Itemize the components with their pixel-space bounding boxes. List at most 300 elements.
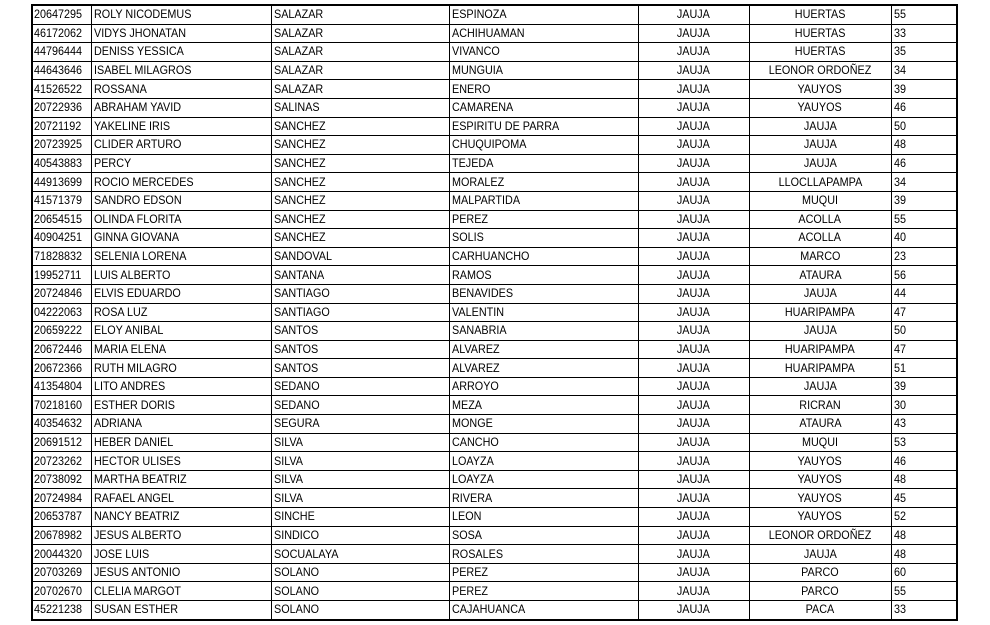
given-names-cell xyxy=(91,98,271,117)
dni-cell xyxy=(32,98,91,117)
cell-text: 40354632 xyxy=(34,416,83,431)
cell-text: 20738092 xyxy=(34,472,83,487)
given-names-cell xyxy=(91,24,271,43)
district-cell xyxy=(749,247,891,266)
cell-text: LUIS ALBERTO xyxy=(93,267,170,282)
cell-text: CHUQUIPOMA xyxy=(451,137,526,152)
paternal-surname-cell xyxy=(271,210,449,229)
cell-text: 46 xyxy=(893,453,906,468)
table-row xyxy=(32,415,957,434)
cell-text: SANTANA xyxy=(273,267,324,282)
maternal-surname-cell xyxy=(449,508,638,527)
cell-text: SALAZAR xyxy=(273,81,323,96)
cell-text: PARCO xyxy=(801,565,839,580)
given-names-cell xyxy=(91,303,271,322)
maternal-surname-cell xyxy=(449,43,638,62)
cell-text: 51 xyxy=(893,360,906,375)
cell-text: LITO ANDRES xyxy=(93,379,165,394)
province-cell xyxy=(638,303,749,322)
cell-text: VIDYS JHONATAN xyxy=(93,25,186,40)
cell-text: DENISS YESSICA xyxy=(93,44,184,59)
cell-text: ADRIANA xyxy=(93,416,142,431)
district-cell xyxy=(749,470,891,489)
paternal-surname-cell xyxy=(271,563,449,582)
cell-text: 71828832 xyxy=(34,249,83,264)
age-cell xyxy=(891,489,957,508)
table-row xyxy=(32,470,957,489)
district-cell xyxy=(749,61,891,80)
cell-text: JAUJA xyxy=(676,527,711,542)
cell-text: JAUJA xyxy=(676,546,711,561)
given-names-cell xyxy=(91,80,271,99)
cell-text: JAUJA xyxy=(676,434,711,449)
cell-text: SOLANO xyxy=(273,565,319,580)
cell-text: 41526522 xyxy=(34,81,83,96)
cell-text: JAUJA xyxy=(676,193,711,208)
cell-text: PACA xyxy=(805,602,835,617)
cell-text: YAUYOS xyxy=(797,509,843,524)
cell-text: HEBER DANIEL xyxy=(93,434,173,449)
cell-text: JAUJA xyxy=(803,156,837,171)
paternal-surname-cell xyxy=(271,173,449,192)
age-cell xyxy=(891,340,957,359)
maternal-surname-cell xyxy=(449,545,638,564)
cell-text: SILVA xyxy=(273,434,303,449)
paternal-surname-cell xyxy=(271,526,449,545)
cell-text: JAUJA xyxy=(803,286,837,301)
paternal-surname-cell xyxy=(271,80,449,99)
cell-text: ACOLLA xyxy=(798,230,842,245)
cell-text: MARIA ELENA xyxy=(93,341,166,356)
cell-text: MUNGUIA xyxy=(451,63,503,78)
cell-text: MORALEZ xyxy=(451,174,504,189)
province-cell xyxy=(638,563,749,582)
district-cell xyxy=(749,452,891,471)
table-row xyxy=(32,173,957,192)
maternal-surname-cell xyxy=(449,80,638,99)
cell-text: PEREZ xyxy=(451,583,488,598)
cell-text: BENAVIDES xyxy=(451,286,513,301)
table-row xyxy=(32,5,957,24)
district-cell xyxy=(749,489,891,508)
dni-cell xyxy=(32,322,91,341)
cell-text: HUERTAS xyxy=(794,44,846,59)
cell-text: SELENIA LORENA xyxy=(93,249,186,264)
district-cell xyxy=(749,433,891,452)
cell-text: LOAYZA xyxy=(451,472,494,487)
cell-text: ALVAREZ xyxy=(451,360,500,375)
table-row xyxy=(32,80,957,99)
given-names-cell xyxy=(91,191,271,210)
province-cell xyxy=(638,229,749,248)
given-names-cell xyxy=(91,61,271,80)
maternal-surname-cell xyxy=(449,284,638,303)
province-cell xyxy=(638,526,749,545)
age-cell xyxy=(891,452,957,471)
age-cell xyxy=(891,415,957,434)
province-cell xyxy=(638,601,749,620)
given-names-cell xyxy=(91,415,271,434)
paternal-surname-cell xyxy=(271,396,449,415)
cell-text: 30 xyxy=(893,397,906,412)
cell-text: SANTOS xyxy=(273,323,318,338)
cell-text: PERCY xyxy=(93,156,131,171)
province-cell xyxy=(638,266,749,285)
cell-text: SILVA xyxy=(273,490,303,505)
dni-cell xyxy=(32,154,91,173)
province-cell xyxy=(638,545,749,564)
province-cell xyxy=(638,396,749,415)
cell-text: JAUJA xyxy=(676,137,711,152)
age-cell xyxy=(891,247,957,266)
cell-text: SANDOVAL xyxy=(273,249,332,264)
cell-text: ESPIRITU DE PARRA xyxy=(451,118,559,133)
cell-text: LEONOR ORDOÑEZ xyxy=(768,63,872,78)
cell-text: SANCHEZ xyxy=(273,156,326,171)
cell-text: CLELIA MARGOT xyxy=(93,583,181,598)
paternal-surname-cell xyxy=(271,545,449,564)
district-cell xyxy=(749,303,891,322)
district-cell xyxy=(749,359,891,378)
age-cell xyxy=(891,582,957,601)
data-table xyxy=(31,4,958,621)
cell-text: 70218160 xyxy=(34,397,83,412)
cell-text: SUSAN ESTHER xyxy=(93,602,178,617)
given-names-cell xyxy=(91,340,271,359)
province-cell xyxy=(638,5,749,24)
cell-text: HUARIPAMPA xyxy=(785,341,855,356)
cell-text: MALPARTIDA xyxy=(451,193,520,208)
cell-text: ATAURA xyxy=(798,416,842,431)
age-cell xyxy=(891,377,957,396)
district-cell xyxy=(749,340,891,359)
cell-text: RICRAN xyxy=(799,397,841,412)
cell-text: 48 xyxy=(893,527,906,542)
dni-cell xyxy=(32,303,91,322)
cell-text: JAUJA xyxy=(676,249,711,264)
dni-cell xyxy=(32,470,91,489)
cell-text: ENERO xyxy=(451,81,490,96)
cell-text: SALAZAR xyxy=(273,25,323,40)
maternal-surname-cell xyxy=(449,24,638,43)
cell-text: YAKELINE IRIS xyxy=(93,118,170,133)
cell-text: YAUYOS xyxy=(797,100,843,115)
dni-cell xyxy=(32,266,91,285)
age-cell xyxy=(891,173,957,192)
maternal-surname-cell xyxy=(449,98,638,117)
cell-text: 20659222 xyxy=(34,323,83,338)
age-cell xyxy=(891,98,957,117)
table-row xyxy=(32,526,957,545)
given-names-cell xyxy=(91,5,271,24)
cell-text: SOLIS xyxy=(451,230,484,245)
cell-text: JAUJA xyxy=(676,7,711,22)
given-names-cell xyxy=(91,117,271,136)
cell-text: HECTOR ULISES xyxy=(93,453,181,468)
cell-text: PARCO xyxy=(801,583,839,598)
age-cell xyxy=(891,229,957,248)
maternal-surname-cell xyxy=(449,247,638,266)
province-cell xyxy=(638,322,749,341)
maternal-surname-cell xyxy=(449,5,638,24)
cell-text: 39 xyxy=(893,379,906,394)
given-names-cell xyxy=(91,377,271,396)
cell-text: JAUJA xyxy=(676,453,711,468)
cell-text: NANCY BEATRIZ xyxy=(93,509,179,524)
cell-text: CARHUANCHO xyxy=(451,249,529,264)
dni-cell xyxy=(32,340,91,359)
district-cell xyxy=(749,582,891,601)
maternal-surname-cell xyxy=(449,415,638,434)
province-cell xyxy=(638,80,749,99)
province-cell xyxy=(638,508,749,527)
cell-text: 52 xyxy=(893,509,906,524)
province-cell xyxy=(638,43,749,62)
cell-text: JAUJA xyxy=(803,546,837,561)
cell-text: HUERTAS xyxy=(794,7,846,22)
maternal-surname-cell xyxy=(449,61,638,80)
cell-text: SILVA xyxy=(273,453,303,468)
dni-cell xyxy=(32,433,91,452)
table-row xyxy=(32,98,957,117)
table-row xyxy=(32,210,957,229)
maternal-surname-cell xyxy=(449,117,638,136)
cell-text: SOSA xyxy=(451,527,482,542)
cell-text: JAUJA xyxy=(676,472,711,487)
cell-text: 44643646 xyxy=(34,63,83,78)
cell-text: ROSSANA xyxy=(93,81,147,96)
province-cell xyxy=(638,210,749,229)
paternal-surname-cell xyxy=(271,98,449,117)
maternal-surname-cell xyxy=(449,322,638,341)
cell-text: JAUJA xyxy=(676,341,711,356)
dni-cell xyxy=(32,377,91,396)
cell-text: JAUJA xyxy=(676,304,711,319)
province-cell xyxy=(638,452,749,471)
cell-text: JAUJA xyxy=(676,416,711,431)
cell-text: 40904251 xyxy=(34,230,83,245)
cell-text: 55 xyxy=(893,583,906,598)
table-row xyxy=(32,563,957,582)
cell-text: JAUJA xyxy=(803,323,837,338)
dni-cell xyxy=(32,117,91,136)
district-cell xyxy=(749,210,891,229)
age-cell xyxy=(891,526,957,545)
age-cell xyxy=(891,359,957,378)
maternal-surname-cell xyxy=(449,452,638,471)
dni-cell xyxy=(32,601,91,620)
cell-text: CANCHO xyxy=(451,434,499,449)
cell-text: CAMARENA xyxy=(451,100,513,115)
table-row xyxy=(32,508,957,527)
district-cell xyxy=(749,322,891,341)
table-row xyxy=(32,601,957,620)
dni-cell xyxy=(32,80,91,99)
maternal-surname-cell xyxy=(449,359,638,378)
table-row xyxy=(32,61,957,80)
cell-text: JESUS ALBERTO xyxy=(93,527,181,542)
cell-text: 53 xyxy=(893,434,906,449)
given-names-cell xyxy=(91,489,271,508)
cell-text: YAUYOS xyxy=(797,453,843,468)
given-names-cell xyxy=(91,229,271,248)
district-cell xyxy=(749,43,891,62)
table-row xyxy=(32,322,957,341)
cell-text: SEDANO xyxy=(273,379,320,394)
cell-text: JAUJA xyxy=(676,100,711,115)
table-row xyxy=(32,247,957,266)
district-cell xyxy=(749,396,891,415)
cell-text: GINNA GIOVANA xyxy=(93,230,179,245)
cell-text: YAUYOS xyxy=(797,472,843,487)
cell-text: SANCHEZ xyxy=(273,230,326,245)
province-cell xyxy=(638,582,749,601)
dni-cell xyxy=(32,508,91,527)
cell-text: LEON xyxy=(451,509,481,524)
age-cell xyxy=(891,563,957,582)
province-cell xyxy=(638,377,749,396)
table-row xyxy=(32,359,957,378)
cell-text: MUQUI xyxy=(802,193,838,208)
cell-text: JAUJA xyxy=(676,565,711,580)
table-row xyxy=(32,266,957,285)
cell-text: SANABRIA xyxy=(451,323,507,338)
cell-text: ABRAHAM YAVID xyxy=(93,100,181,115)
province-cell xyxy=(638,359,749,378)
cell-text: 50 xyxy=(893,118,906,133)
paternal-surname-cell xyxy=(271,359,449,378)
cell-text: SANTOS xyxy=(273,360,318,375)
dni-cell xyxy=(32,545,91,564)
dni-cell xyxy=(32,359,91,378)
age-cell xyxy=(891,154,957,173)
cell-text: JAUJA xyxy=(676,397,711,412)
paternal-surname-cell xyxy=(271,247,449,266)
province-cell xyxy=(638,98,749,117)
cell-text: MARCO xyxy=(799,249,841,264)
paternal-surname-cell xyxy=(271,5,449,24)
cell-text: HUARIPAMPA xyxy=(785,304,855,319)
paternal-surname-cell xyxy=(271,601,449,620)
given-names-cell xyxy=(91,508,271,527)
maternal-surname-cell xyxy=(449,154,638,173)
paternal-surname-cell xyxy=(271,229,449,248)
cell-text: 20723262 xyxy=(34,453,83,468)
cell-text: 04222063 xyxy=(34,304,83,319)
maternal-surname-cell xyxy=(449,340,638,359)
paternal-surname-cell xyxy=(271,43,449,62)
age-cell xyxy=(891,24,957,43)
age-cell xyxy=(891,284,957,303)
cell-text: ESTHER DORIS xyxy=(93,397,175,412)
cell-text: JAUJA xyxy=(676,81,711,96)
cell-text: JAUJA xyxy=(676,286,711,301)
cell-text: 46172062 xyxy=(34,25,83,40)
cell-text: 20702670 xyxy=(34,583,83,598)
cell-text: JAUJA xyxy=(676,44,711,59)
cell-text: ACOLLA xyxy=(798,211,842,226)
given-names-cell xyxy=(91,452,271,471)
district-cell xyxy=(749,508,891,527)
age-cell xyxy=(891,266,957,285)
given-names-cell xyxy=(91,470,271,489)
cell-text: 41571379 xyxy=(34,193,83,208)
dni-cell xyxy=(32,563,91,582)
table-row xyxy=(32,340,957,359)
cell-text: YAUYOS xyxy=(797,81,843,96)
cell-text: SEGURA xyxy=(273,416,320,431)
cell-text: JAUJA xyxy=(676,602,711,617)
maternal-surname-cell xyxy=(449,191,638,210)
table-row xyxy=(32,377,957,396)
dni-cell xyxy=(32,173,91,192)
paternal-surname-cell xyxy=(271,415,449,434)
given-names-cell xyxy=(91,526,271,545)
cell-text: PEREZ xyxy=(451,565,488,580)
cell-text: 39 xyxy=(893,193,906,208)
cell-text: 20724984 xyxy=(34,490,83,505)
maternal-surname-cell xyxy=(449,136,638,155)
cell-text: ISABEL MILAGROS xyxy=(93,63,191,78)
cell-text: OLINDA FLORITA xyxy=(93,211,181,226)
cell-text: JAUJA xyxy=(676,230,711,245)
province-cell xyxy=(638,154,749,173)
cell-text: 44 xyxy=(893,286,906,301)
cell-text: RAFAEL ANGEL xyxy=(93,490,174,505)
cell-text: RUTH MILAGRO xyxy=(93,360,177,375)
cell-text: JAUJA xyxy=(676,63,711,78)
dni-cell xyxy=(32,24,91,43)
cell-text: MUQUI xyxy=(802,434,838,449)
age-cell xyxy=(891,601,957,620)
maternal-surname-cell xyxy=(449,210,638,229)
paternal-surname-cell xyxy=(271,191,449,210)
cell-text: 45 xyxy=(893,490,906,505)
cell-text: RIVERA xyxy=(451,490,492,505)
age-cell xyxy=(891,136,957,155)
cell-text: 50 xyxy=(893,323,906,338)
age-cell xyxy=(891,61,957,80)
cell-text: ELVIS EDUARDO xyxy=(93,286,181,301)
given-names-cell xyxy=(91,136,271,155)
maternal-surname-cell xyxy=(449,601,638,620)
cell-text: 47 xyxy=(893,304,906,319)
given-names-cell xyxy=(91,173,271,192)
cell-text: JAUJA xyxy=(676,509,711,524)
dni-cell xyxy=(32,452,91,471)
age-cell xyxy=(891,80,957,99)
cell-text: 20653787 xyxy=(34,509,83,524)
cell-text: JAUJA xyxy=(803,118,837,133)
cell-text: SALAZAR xyxy=(273,63,323,78)
paternal-surname-cell xyxy=(271,433,449,452)
given-names-cell xyxy=(91,210,271,229)
cell-text: RAMOS xyxy=(451,267,492,282)
dni-cell xyxy=(32,210,91,229)
cell-text: ATAURA xyxy=(798,267,842,282)
given-names-cell xyxy=(91,601,271,620)
district-cell xyxy=(749,377,891,396)
dni-cell xyxy=(32,136,91,155)
paternal-surname-cell xyxy=(271,117,449,136)
maternal-surname-cell xyxy=(449,526,638,545)
age-cell xyxy=(891,191,957,210)
cell-text: 20724846 xyxy=(34,286,83,301)
table-row xyxy=(32,117,957,136)
given-names-cell xyxy=(91,154,271,173)
given-names-cell xyxy=(91,433,271,452)
cell-text: SILVA xyxy=(273,472,303,487)
